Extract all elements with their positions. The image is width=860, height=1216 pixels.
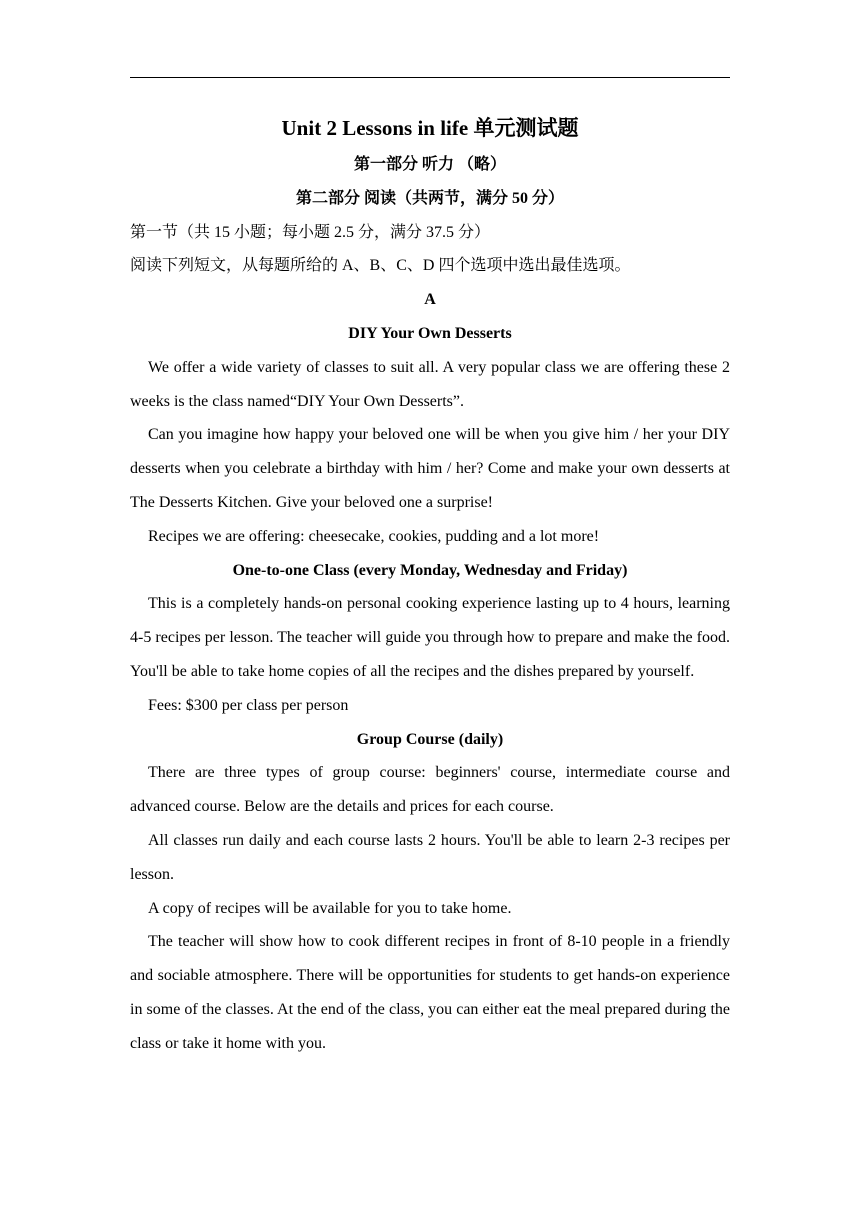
paragraph-recipes: Recipes we are offering: cheesecake, cookies, pudding and a lot more!: [148, 527, 600, 545]
passage-title: DIY Your Own Desserts: [348, 324, 512, 342]
paragraph-teacher: The teacher will show how to cook different recipes in front of 8-10 people in a friendly and sociable atmosphere. There will be opportunities for students to get hands-on experience in some of the classes. At the end of the class, you can either eat the meal prepared during the class or take it home with you.: [130, 933, 730, 1052]
paragraph-group-schedule: All classes run daily and each course lasts 2 hours. You'll be able to learn 2-3 recipes per lesson.: [130, 831, 730, 883]
paragraph-recipe-copy: A copy of recipes will be available for you to take home.: [148, 899, 512, 917]
part-two-heading: 第二部分 阅读（共两节，满分 50 分）: [295, 189, 564, 207]
paragraph-intro: We offer a wide variety of classes to suit all. A very popular class we are offering these 2 weeks is the class named“DIY Your Own Desserts”.: [130, 358, 730, 410]
part-one-heading: 第一部分 听力 （略）: [353, 156, 506, 173]
paragraph-imagine: Can you imagine how happy your beloved one will be when you give him / her your DIY desserts when you celebrate a birthday with him / her? Come and make your own desserts at The Desserts Kitchen. Give your beloved one a surprise!: [130, 426, 730, 511]
instruction-text: 阅读下列短文，从每题所给的 A、B、C、D 四个选项中选出最佳选项。: [130, 257, 631, 275]
paragraph-fees: Fees: $300 per class per person: [148, 696, 349, 714]
passage-letter: A: [424, 291, 436, 309]
header-rule: [130, 77, 730, 78]
document-title: Unit 2 Lessons in life 单元测试题: [281, 116, 579, 140]
heading-one-to-one-class: One-to-one Class (every Monday, Wednesday and Friday): [232, 561, 628, 579]
paragraph-group-types: There are three types of group course: beginners' course, intermediate course and advanced course. Below are the details and prices for each course.: [130, 764, 730, 816]
section-one-heading: 第一节（共 15 小题；每小题 2.5 分，满分 37.5 分）: [130, 223, 491, 241]
document-body: [130, 108, 730, 1061]
paragraph-one-to-one: This is a completely hands-on personal cooking experience lasting up to 4 hours, learning 4-5 recipes per lesson. The teacher will guide you through how to prepare and make the food. You'll be able to take home copies of all the recipes and the dishes prepared by yourself.: [130, 595, 730, 680]
heading-group-course: Group Course (daily): [356, 730, 504, 748]
